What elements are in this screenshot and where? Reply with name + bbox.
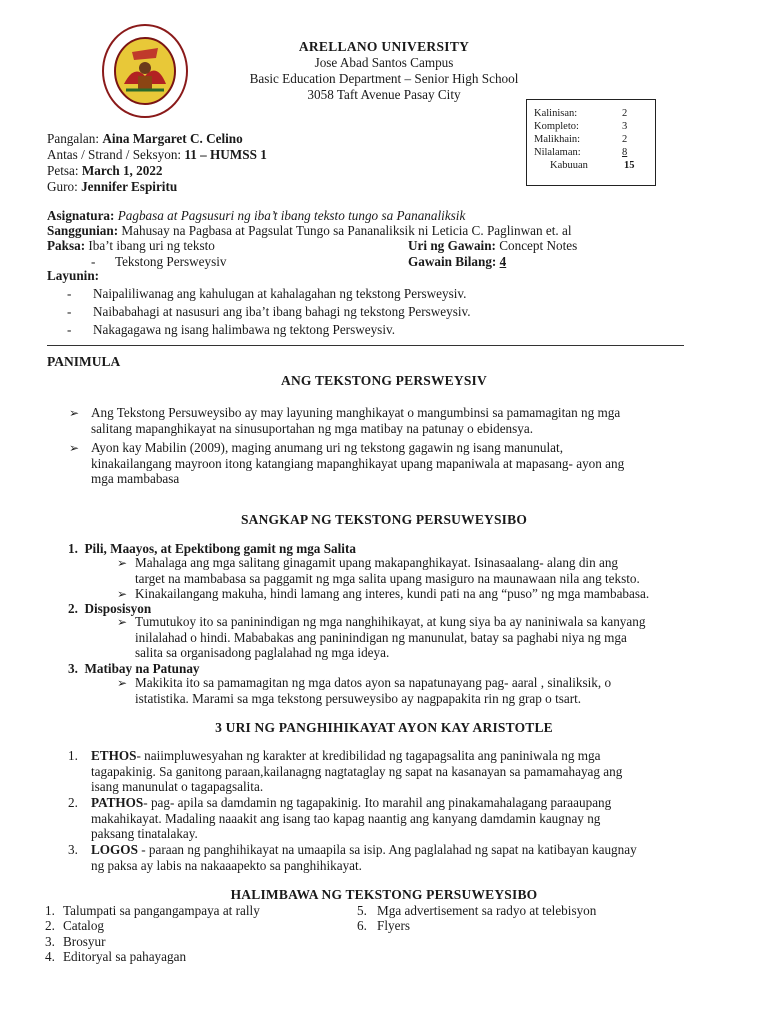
intro-label: PANIMULA bbox=[47, 354, 121, 369]
aristotle-number: 3. bbox=[68, 842, 78, 857]
examples-title: HALIMBAWA NG TEKSTONG PERSUWEYSIBO bbox=[230, 887, 538, 902]
score-total-row: Kabuuan 15 bbox=[550, 160, 635, 171]
aristotle-number: 2. bbox=[68, 795, 78, 810]
subtopic-row: - Tekstong Persweysiv bbox=[91, 254, 227, 269]
university-name: ARELLANO UNIVERSITY bbox=[298, 39, 470, 54]
aristotle-number: 1. bbox=[68, 748, 78, 763]
subject-row: Asignatura: Pagbasa at Pagsusuri ng iba’t ibang teksto tungo sa Pananaliksik bbox=[47, 208, 466, 223]
arrow-bullet-icon: ➢ bbox=[117, 556, 128, 570]
example-item: 3. Brosyur bbox=[45, 934, 106, 949]
teacher-row: Guro: Jennifer Espiritu bbox=[47, 179, 178, 194]
work-number-row: Gawain Bilang: 4 bbox=[408, 254, 507, 269]
element-bullet: Tumutukoy ito sa paninindigan ng mga nanghihikayat, at kung siya ba ay naniniwala sa kanyang inilalahad o hindi. Mababakas ang paninindigan ng manunulat, batay sa paghabi niya ng mga salita sa organisadong paglalahad ng mga ideya. bbox=[135, 614, 646, 660]
date-row: Petsa: March 1, 2022 bbox=[47, 163, 163, 178]
work-type-row: Uri ng Gawain: Concept Notes bbox=[408, 238, 578, 253]
score-row: Nilalaman: 8 bbox=[534, 147, 628, 158]
element-heading: 3. Matibay na Patunay bbox=[68, 661, 200, 676]
section-divider bbox=[47, 345, 684, 346]
objectives-label: Layunin: bbox=[47, 268, 100, 283]
example-item: 5. Mga advertisement sa radyo at telebisyon bbox=[357, 903, 597, 918]
intro-bullet: Ang Tekstong Persuweysibo ay may layuning manghikayat o mangumbinsi sa pamamagitan ng mga salitang mapanghikayat na sinusuportahan ng mga matibay na patunay o ebidensya. bbox=[91, 405, 621, 436]
source-row: Sanggunian: Mahusay na Pagbasa at Pagsulat Tungo sa Pananaliksik ni Leticia C. Paglinwan et. al bbox=[47, 223, 572, 238]
arrow-bullet-icon: ➢ bbox=[117, 587, 128, 601]
element-heading: 1. Pili, Maayos, at Epektibong gamit ng mga Salita bbox=[68, 541, 356, 556]
objective-item: - Naipaliliwanag ang kahulugan at kahalagahan ng tekstong Persweysiv. bbox=[67, 286, 467, 301]
score-row: Kompleto: 3 bbox=[534, 121, 628, 132]
campus-name: Jose Abad Santos Campus bbox=[314, 55, 454, 70]
aristotle-item: ETHOS- naiimpluwesyahan ng karakter at kredibilidad ng tagapagsalita ang paniniwala ng mga tagapakinig. Sa ganitong paraan,kailanagng nagtataglay ng sapat na kasanayan sa pamamahayag ang isang manunulat o tagapagsalita. bbox=[91, 748, 623, 794]
topic-row: Paksa: Iba’t ibang uri ng teksto bbox=[47, 238, 215, 253]
aristotle-item: LOGOS - paraan ng panghihikayat na umaapila sa isip. Ang paglalahad ng sapat na katibayan kaugnay ng paksa ay labis na nakaaapekto sa panghihikayat. bbox=[91, 842, 637, 873]
score-box bbox=[526, 99, 656, 186]
objective-item: - Naibabahagi at nasusuri ang iba’t ibang bahagi ng tekstong Persweysiv. bbox=[67, 304, 471, 319]
arrow-bullet-icon: ➢ bbox=[117, 676, 128, 690]
element-bullet: Makikita ito sa pamamagitan ng mga datos ayon sa napatunayang pag- aaral , sinaliksik, o istatistika. Marami sa mga tekstong persuweysibo ay nagpapakita rin ng grap o tsart. bbox=[135, 675, 612, 706]
example-item: 4. Editoryal sa pahayagan bbox=[45, 949, 187, 964]
aristotle-item: PATHOS- pag- apila sa damdamin ng tagapakinig. Ito marahil ang pinakamahalagang paraaupang makahikayat. Madaling naaakit ang isang tao kapag naantig ang kanyang damdamin kaugnay ng paksang tinatalakay. bbox=[91, 795, 612, 841]
arrow-bullet-icon: ➢ bbox=[69, 441, 80, 455]
student-name-row: Pangalan: Aina Margaret C. Celino bbox=[47, 131, 243, 146]
intro-title: ANG TEKSTONG PERSWEYSIV bbox=[281, 373, 487, 388]
arrow-bullet-icon: ➢ bbox=[117, 615, 128, 629]
elements-title: SANGKAP NG TEKSTONG PERSUWEYSIBO bbox=[240, 512, 528, 527]
example-item: 1. Talumpati sa pangangampaya at rally bbox=[45, 903, 260, 918]
intro-bullet: Ayon kay Mabilin (2009), maging anumang uri ng tekstong gagawin ng isang manunulat, kinakailangang mayroon itong katangiang mapanghikayat upang mapaniwala at mapasang- ayon ang mga mambabasa bbox=[91, 440, 625, 486]
example-item: 6. Flyers bbox=[357, 918, 410, 933]
objective-item: - Nakagagawa ng isang halimbawa ng tektong Persweysiv. bbox=[67, 322, 396, 337]
element-bullet: Mahalaga ang mga salitang ginagamit upang makapanghikayat. Isinasaalang- alang din ang target na mambabasa sa paggamit ng mga salita upang masiguro na maunawaan nila ang teksto. bbox=[135, 555, 640, 586]
score-row: Kalinisan: 2 bbox=[534, 108, 628, 119]
aristotle-title: 3 URI NG PANGHIHIKAYAT AYON KAY ARISTOTLE bbox=[215, 720, 553, 735]
school-address: 3058 Taft Avenue Pasay City bbox=[307, 87, 461, 102]
student-strand-row: Antas / Strand / Seksyon: 11 – HUMSS 1 bbox=[47, 147, 267, 162]
student-name: Aina Margaret C. Celino bbox=[102, 131, 243, 146]
element-bullet: Kinakailangang makuha, hindi lamang ang interes, kundi pati na ang “puso” ng mga mambabasa. bbox=[135, 586, 650, 601]
department-name: Basic Education Department – Senior High School bbox=[249, 71, 519, 86]
element-heading: 2. Disposisyon bbox=[68, 601, 152, 616]
example-item: 2. Catalog bbox=[45, 918, 105, 933]
score-row: Malikhain: 2 bbox=[534, 134, 628, 145]
arrow-bullet-icon: ➢ bbox=[69, 406, 80, 420]
